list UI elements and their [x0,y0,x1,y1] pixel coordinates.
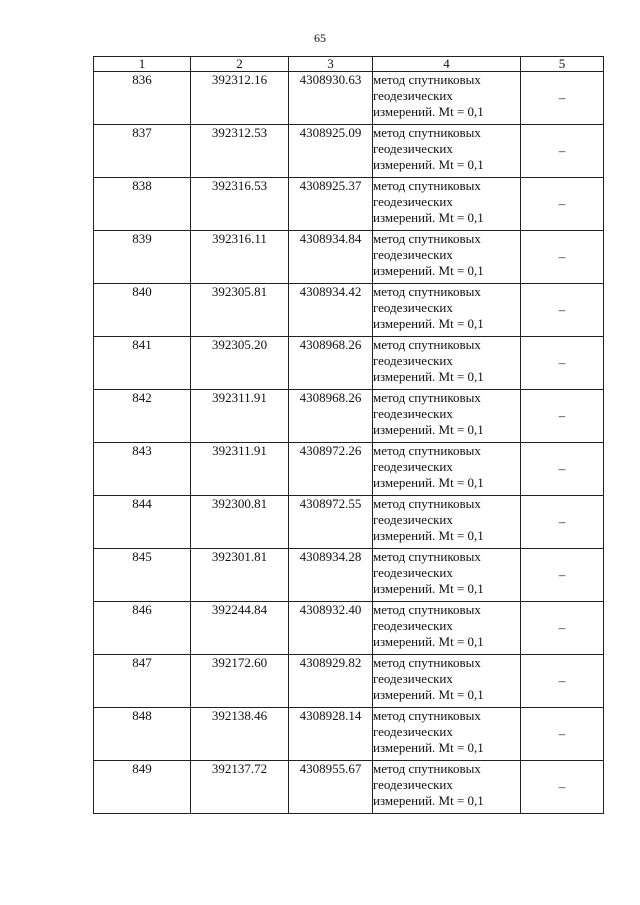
coord-x: 392305.81 [191,284,289,337]
method-line: геодезических [373,353,453,368]
method-line: геодезических [373,671,453,686]
coord-x: 392244.84 [191,602,289,655]
coord-x: 392305.20 [191,337,289,390]
point-number: 837 [94,125,191,178]
method-line: геодезических [373,406,453,421]
method-description [373,178,521,231]
method-line: измерений. Mt = 0,1 [373,634,484,649]
table-row [94,708,604,761]
point-number: 844 [94,496,191,549]
note-dash: – [521,708,604,761]
table-row [94,655,604,708]
note-dash: – [521,602,604,655]
table-row [94,390,604,443]
coord-x: 392138.46 [191,708,289,761]
method-description [373,708,521,761]
note-dash: – [521,549,604,602]
table-row [94,231,604,284]
point-number: 843 [94,443,191,496]
note-dash: – [521,72,604,125]
method-line: геодезических [373,194,453,209]
method-description [373,602,521,655]
coord-x: 392311.91 [191,443,289,496]
method-line: метод спутниковых [373,655,481,670]
note-dash: – [521,655,604,708]
method-description [373,549,521,602]
method-description [373,125,521,178]
method-line: метод спутниковых [373,602,481,617]
method-line: метод спутниковых [373,72,481,87]
note-dash: – [521,761,604,814]
method-description [373,761,521,814]
method-line: геодезических [373,300,453,315]
method-line: метод спутниковых [373,549,481,564]
method-line: измерений. Mt = 0,1 [373,263,484,278]
note-dash: – [521,231,604,284]
table-header [94,57,604,72]
method-description [373,443,521,496]
coord-y: 4308955.67 [289,761,373,814]
method-line: метод спутниковых [373,708,481,723]
coord-x: 392300.81 [191,496,289,549]
method-description [373,496,521,549]
method-line: измерений. Mt = 0,1 [373,793,484,808]
point-number: 845 [94,549,191,602]
method-line: геодезических [373,618,453,633]
table-row [94,125,604,178]
method-description [373,655,521,708]
note-dash: – [521,390,604,443]
table-row [94,72,604,125]
point-number: 846 [94,602,191,655]
method-description [373,390,521,443]
table-row [94,178,604,231]
coord-y: 4308934.28 [289,549,373,602]
method-line: метод спутниковых [373,125,481,140]
header-col-2: 2 [191,57,289,72]
point-number: 849 [94,761,191,814]
table-body [94,72,604,814]
table-row [94,443,604,496]
coord-x: 392172.60 [191,655,289,708]
note-dash: – [521,284,604,337]
method-line: метод спутниковых [373,231,481,246]
method-line: метод спутниковых [373,178,481,193]
header-col-5: 5 [521,57,604,72]
method-line: геодезических [373,88,453,103]
method-description [373,72,521,125]
coord-x: 392312.53 [191,125,289,178]
page-number: 65 [314,31,326,45]
method-line: измерений. Mt = 0,1 [373,422,484,437]
coord-y: 4308925.09 [289,125,373,178]
method-line: геодезических [373,565,453,580]
coord-y: 4308934.84 [289,231,373,284]
table-row [94,761,604,814]
coord-x: 392312.16 [191,72,289,125]
coord-x: 392311.91 [191,390,289,443]
method-line: измерений. Mt = 0,1 [373,369,484,384]
note-dash: – [521,496,604,549]
method-line: измерений. Mt = 0,1 [373,528,484,543]
table-row [94,337,604,390]
coord-y: 4308928.14 [289,708,373,761]
header-col-1: 1 [94,57,191,72]
method-line: метод спутниковых [373,496,481,511]
coord-x: 392316.11 [191,231,289,284]
method-description [373,337,521,390]
method-line: измерений. Mt = 0,1 [373,104,484,119]
coord-y: 4308929.82 [289,655,373,708]
method-description [373,284,521,337]
method-line: геодезических [373,247,453,262]
method-line: метод спутниковых [373,337,481,352]
point-number: 842 [94,390,191,443]
coord-x: 392301.81 [191,549,289,602]
method-line: измерений. Mt = 0,1 [373,475,484,490]
table-row [94,602,604,655]
coord-x: 392316.53 [191,178,289,231]
header-col-3: 3 [289,57,373,72]
point-number: 841 [94,337,191,390]
method-line: измерений. Mt = 0,1 [373,581,484,596]
method-description [373,231,521,284]
point-number: 836 [94,72,191,125]
header-col-4: 4 [373,57,521,72]
coord-y: 4308934.42 [289,284,373,337]
coord-x: 392137.72 [191,761,289,814]
method-line: геодезических [373,724,453,739]
point-number: 848 [94,708,191,761]
method-line: геодезических [373,512,453,527]
table-row [94,284,604,337]
note-dash: – [521,178,604,231]
note-dash: – [521,125,604,178]
method-line: метод спутниковых [373,443,481,458]
table-row [94,496,604,549]
method-line: метод спутниковых [373,390,481,405]
table-row [94,549,604,602]
method-line: измерений. Mt = 0,1 [373,157,484,172]
point-number: 840 [94,284,191,337]
coord-y: 4308972.55 [289,496,373,549]
point-number: 839 [94,231,191,284]
coord-y: 4308968.26 [289,337,373,390]
point-number: 847 [94,655,191,708]
method-line: измерений. Mt = 0,1 [373,740,484,755]
method-line: геодезических [373,777,453,792]
note-dash: – [521,337,604,390]
method-line: метод спутниковых [373,761,481,776]
coordinates-table [93,56,604,814]
coord-y: 4308932.40 [289,602,373,655]
note-dash: – [521,443,604,496]
method-line: геодезических [373,141,453,156]
method-line: измерений. Mt = 0,1 [373,687,484,702]
coord-y: 4308930.63 [289,72,373,125]
method-line: измерений. Mt = 0,1 [373,316,484,331]
method-line: метод спутниковых [373,284,481,299]
coord-y: 4308972.26 [289,443,373,496]
point-number: 838 [94,178,191,231]
header-row [94,57,604,72]
method-line: измерений. Mt = 0,1 [373,210,484,225]
coord-y: 4308925.37 [289,178,373,231]
coord-y: 4308968.26 [289,390,373,443]
method-line: геодезических [373,459,453,474]
